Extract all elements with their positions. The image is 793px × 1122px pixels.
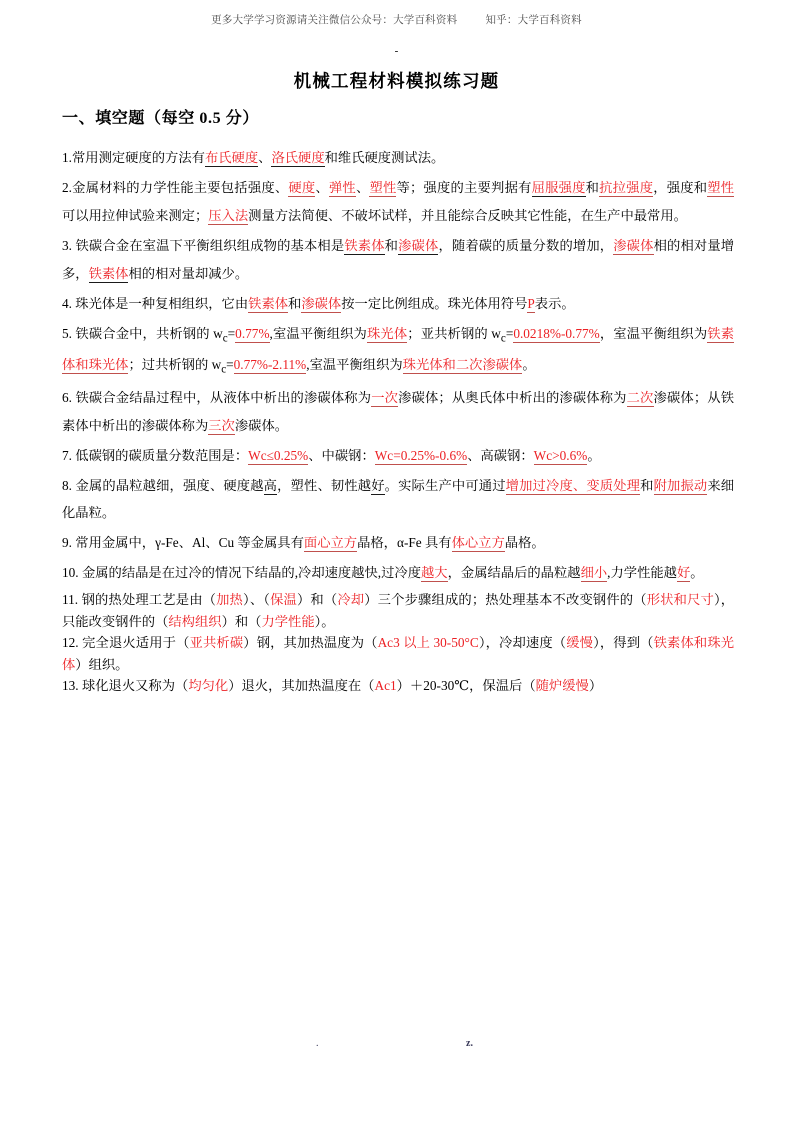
q3-text-2: 和: [384, 238, 399, 254]
q5-answer-6: 珠光体和二次渗碳体: [402, 356, 523, 372]
q11-text-2: ）、（: [243, 592, 271, 608]
q4-text-2: 和: [288, 296, 302, 311]
q3-answer-3: 渗碳体: [613, 238, 654, 254]
question-11: [62, 589, 734, 632]
q12-text-5: ）组织。: [75, 656, 129, 672]
q10-text-4: 。: [690, 565, 704, 581]
q1-text-3: 和维氏硬度测试法。: [324, 150, 445, 166]
q8-text-3: 。实际生产中可通过: [384, 477, 506, 493]
q3-text-5: 相的相对量却减少。: [128, 266, 249, 282]
q13-text-2: ）退火，其加热温度在（: [228, 678, 375, 694]
q2-text-2: 、: [315, 180, 329, 196]
q10-text-2: ，金属结晶后的晶粒越: [447, 565, 581, 581]
q6-text-3: 渗碳体；从铁素体中析出的渗碳体称为: [62, 389, 735, 433]
q1-answer-1: 布氏硬度: [204, 150, 259, 166]
q10-text-3: ,力学性能越: [607, 565, 677, 581]
q5-answer-4: 铁素体和珠光体: [62, 325, 735, 372]
q3-answer-1: 铁素体: [344, 238, 385, 254]
q5-answer-5: 0.77%-2.11%: [233, 356, 307, 372]
q12-answer-3: 缓慢: [566, 635, 594, 651]
q7-text-4: 。: [587, 447, 601, 463]
q2-answer-1: 硬度: [288, 180, 316, 196]
q11-answer-2: 保温: [270, 592, 297, 608]
page-title: 机械工程材料模拟练习题: [293, 71, 500, 91]
footer-left-mark: .: [316, 1038, 319, 1049]
q6-answer-1: 一次: [371, 389, 399, 405]
q6-answer-3: 三次: [208, 417, 235, 433]
q12-text-3: ），冷却速度（: [478, 635, 567, 651]
q8-text-4: 和: [640, 477, 654, 493]
q3-text-1: 3. 铁碳合金在室温下平衡组织组成物的基本相是: [62, 238, 345, 254]
q13-text-3: ）＋20-30℃，保温后（: [396, 678, 536, 694]
q2-text-8: 测量方法简便、不破坏试样，并且能综合反映其它性能，在生产中最常用。: [248, 208, 687, 224]
document-body: [62, 108, 734, 697]
q2-answer-5: 抗拉强度: [599, 180, 654, 196]
q2-answer-2: 弹性: [328, 180, 356, 196]
q4-answer-3: P: [527, 296, 535, 311]
q12-text-2: ）钢，其加热温度为（: [243, 635, 378, 651]
footer-right-mark: z.: [466, 1038, 473, 1049]
q11-answer-4: 形状和尺寸: [646, 592, 714, 608]
q11-answer-3: 冷却: [337, 592, 365, 608]
question-9: [62, 529, 734, 557]
q2-text-4: 等；强度的主要判据有: [396, 180, 532, 196]
q5-text-2: =: [227, 325, 236, 341]
q10-answer-2: 细小: [580, 565, 608, 581]
q5-text-4: ；亚共析钢的 w: [407, 325, 501, 341]
page-footer: [0, 1038, 793, 1054]
q8-text-5: 来细化晶粒。: [62, 477, 735, 521]
q12-text-1: 12. 完全退火适用于（: [62, 635, 190, 651]
q8-answer-2: 附加振动: [653, 477, 708, 493]
q9-answer-2: 体心立方: [451, 535, 505, 551]
q5-text-8: =: [226, 356, 234, 372]
q12-answer-4: 铁素体和珠光体: [62, 635, 735, 672]
question-13: [62, 675, 734, 697]
q11-text-3: ）和（: [296, 592, 338, 608]
q2-answer-4: 屈服强度: [531, 180, 586, 196]
q1-text-2: 、: [258, 150, 272, 166]
q4-text-3: 按一定比例组成。珠光体用符号: [341, 296, 528, 311]
q5-text-3: ,室温平衡组织为: [269, 325, 367, 341]
q6-text-1: 6. 铁碳合金结晶过程中，从液体中析出的渗碳体称为: [62, 389, 372, 405]
q5-answer-1: 0.77%: [235, 325, 270, 341]
q4-answer-1: 铁素体: [248, 296, 289, 311]
q5-subscript-1: c: [222, 332, 228, 345]
q9-answer-1: 面心立方: [303, 535, 358, 551]
q13-answer-1: 均匀化: [188, 678, 229, 694]
q11-text-7: ）。: [314, 613, 335, 629]
title-dash-mark: -: [394, 45, 399, 57]
q5-text-9: ,室温平衡组织为: [306, 356, 403, 372]
q8-underlined-1: 高: [263, 477, 278, 493]
q5-text-6: ，室温平衡组织为: [599, 325, 708, 341]
q4-answer-2: 渗碳体: [301, 296, 342, 311]
question-1: [62, 144, 734, 172]
q11-text-4: ）三个步骤组成的；热处理基本不改变钢件的（: [364, 592, 647, 608]
q3-answer-4: 铁素体: [88, 266, 129, 282]
q5-answer-2: 珠光体: [366, 325, 408, 341]
q12-answer-2: Ac3 以上 30-50°C: [377, 635, 479, 651]
q3-text-4: 相的相对量增多，: [62, 238, 735, 282]
q2-answer-6: 塑性: [707, 180, 735, 196]
q10-answer-3: 好: [676, 565, 691, 581]
q1-answer-2: 洛氏硬度: [271, 150, 325, 166]
q2-text-7: 可以用拉伸试验来测定；: [62, 208, 209, 224]
q10-answer-1: 越大: [421, 565, 448, 581]
q5-answer-3: 0.0218%-0.77%: [513, 325, 600, 341]
question-8: [62, 472, 734, 528]
q13-text-1: 13. 球化退火又称为（: [62, 678, 189, 694]
q7-answer-3: Wc>0.6%: [533, 447, 588, 463]
q6-text-2: 渗碳体；从奥氏体中析出的渗碳体称为: [398, 389, 627, 405]
section-heading-fill-in-blanks: 一、填空题（每空 0.5 分）: [62, 110, 260, 127]
question-3: [62, 232, 734, 288]
q11-text-6: ）和（: [221, 613, 262, 629]
q3-answer-2: 渗碳体: [398, 238, 439, 254]
q5-text-10: 。: [522, 356, 536, 372]
q8-text-2: ，塑性、韧性越: [277, 477, 372, 493]
q6-answer-2: 二次: [626, 389, 654, 405]
q12-text-4: ），得到（: [593, 635, 654, 651]
q2-text-6: ，强度和: [653, 180, 708, 196]
q11-text-1: 11. 钢的热处理工艺是由（: [62, 592, 217, 608]
question-12: [62, 632, 734, 675]
question-2: [62, 174, 734, 230]
q5-text-7: ；过共析钢的 w: [128, 356, 222, 372]
q5-subscript-3: c: [221, 363, 227, 376]
q13-answer-2: Ac1: [374, 678, 397, 694]
q10-text-1: 10. 金属的结晶是在过冷的情况下结晶的,冷却速度越快,过冷度: [62, 565, 422, 581]
q8-text-1: 8. 金属的晶粒越细，强度、硬度越: [62, 477, 264, 493]
q2-answer-7: 压入法: [208, 208, 249, 224]
q8-underlined-2: 好: [371, 477, 385, 493]
question-6: [62, 384, 734, 440]
q2-text-1: 2.金属材料的力学性能主要包括强度、: [62, 180, 289, 196]
q5-text-5: =: [505, 325, 514, 341]
question-5: [62, 320, 734, 382]
q7-text-2: 、中碳钢：: [308, 447, 375, 463]
q5-subscript-2: c: [500, 332, 506, 345]
q8-answer-1: 增加过冷度、变质处理: [505, 477, 641, 493]
q5-text-1: 5. 铁碳合金中，共析钢的 w: [62, 325, 223, 341]
q11-answer-6: 力学性能: [261, 613, 315, 629]
q4-text-4: 表示。: [534, 296, 575, 311]
q12-answer-1: 亚共析碳: [189, 635, 244, 651]
q9-text-1: 9. 常用金属中，γ-Fe、Al、Cu 等金属具有: [62, 535, 304, 551]
q6-text-4: 渗碳体。: [234, 417, 289, 433]
q7-text-1: 7. 低碳钢的碳质量分数范围是：: [62, 447, 249, 463]
question-4: [62, 290, 734, 318]
q9-text-3: 晶格。: [504, 535, 545, 551]
page-header-promo: 更多大学学习资源请关注微信公众号：大学百科资料 知乎：大学百科资料: [211, 15, 582, 26]
q13-answer-3: 随炉缓慢: [535, 678, 589, 694]
q11-text-5: ），只能改变钢件的（: [62, 592, 735, 629]
q7-answer-1: Wc≤0.25%: [248, 447, 309, 463]
q2-text-5: 和: [585, 180, 600, 196]
q3-text-3: ，随着碳的质量分数的增加，: [438, 238, 614, 254]
q11-answer-1: 加热: [216, 592, 244, 608]
q13-text-4: ）: [588, 678, 603, 694]
q1-text-1: 1.常用测定硬度的方法有: [62, 150, 205, 166]
q9-text-2: 晶格，α-Fe 具有: [357, 535, 452, 551]
q2-answer-3: 塑性: [369, 180, 397, 196]
q7-answer-2: Wc=0.25%-0.6%: [374, 447, 468, 463]
q4-text-1: 4. 珠光体是一种复相组织，它由: [62, 296, 249, 311]
q2-text-3: 、: [355, 180, 370, 196]
q7-text-3: 、高碳钢：: [467, 447, 534, 463]
question-7: [62, 442, 734, 470]
q11-answer-5: 结构组织: [168, 613, 222, 629]
question-10: [62, 559, 734, 587]
